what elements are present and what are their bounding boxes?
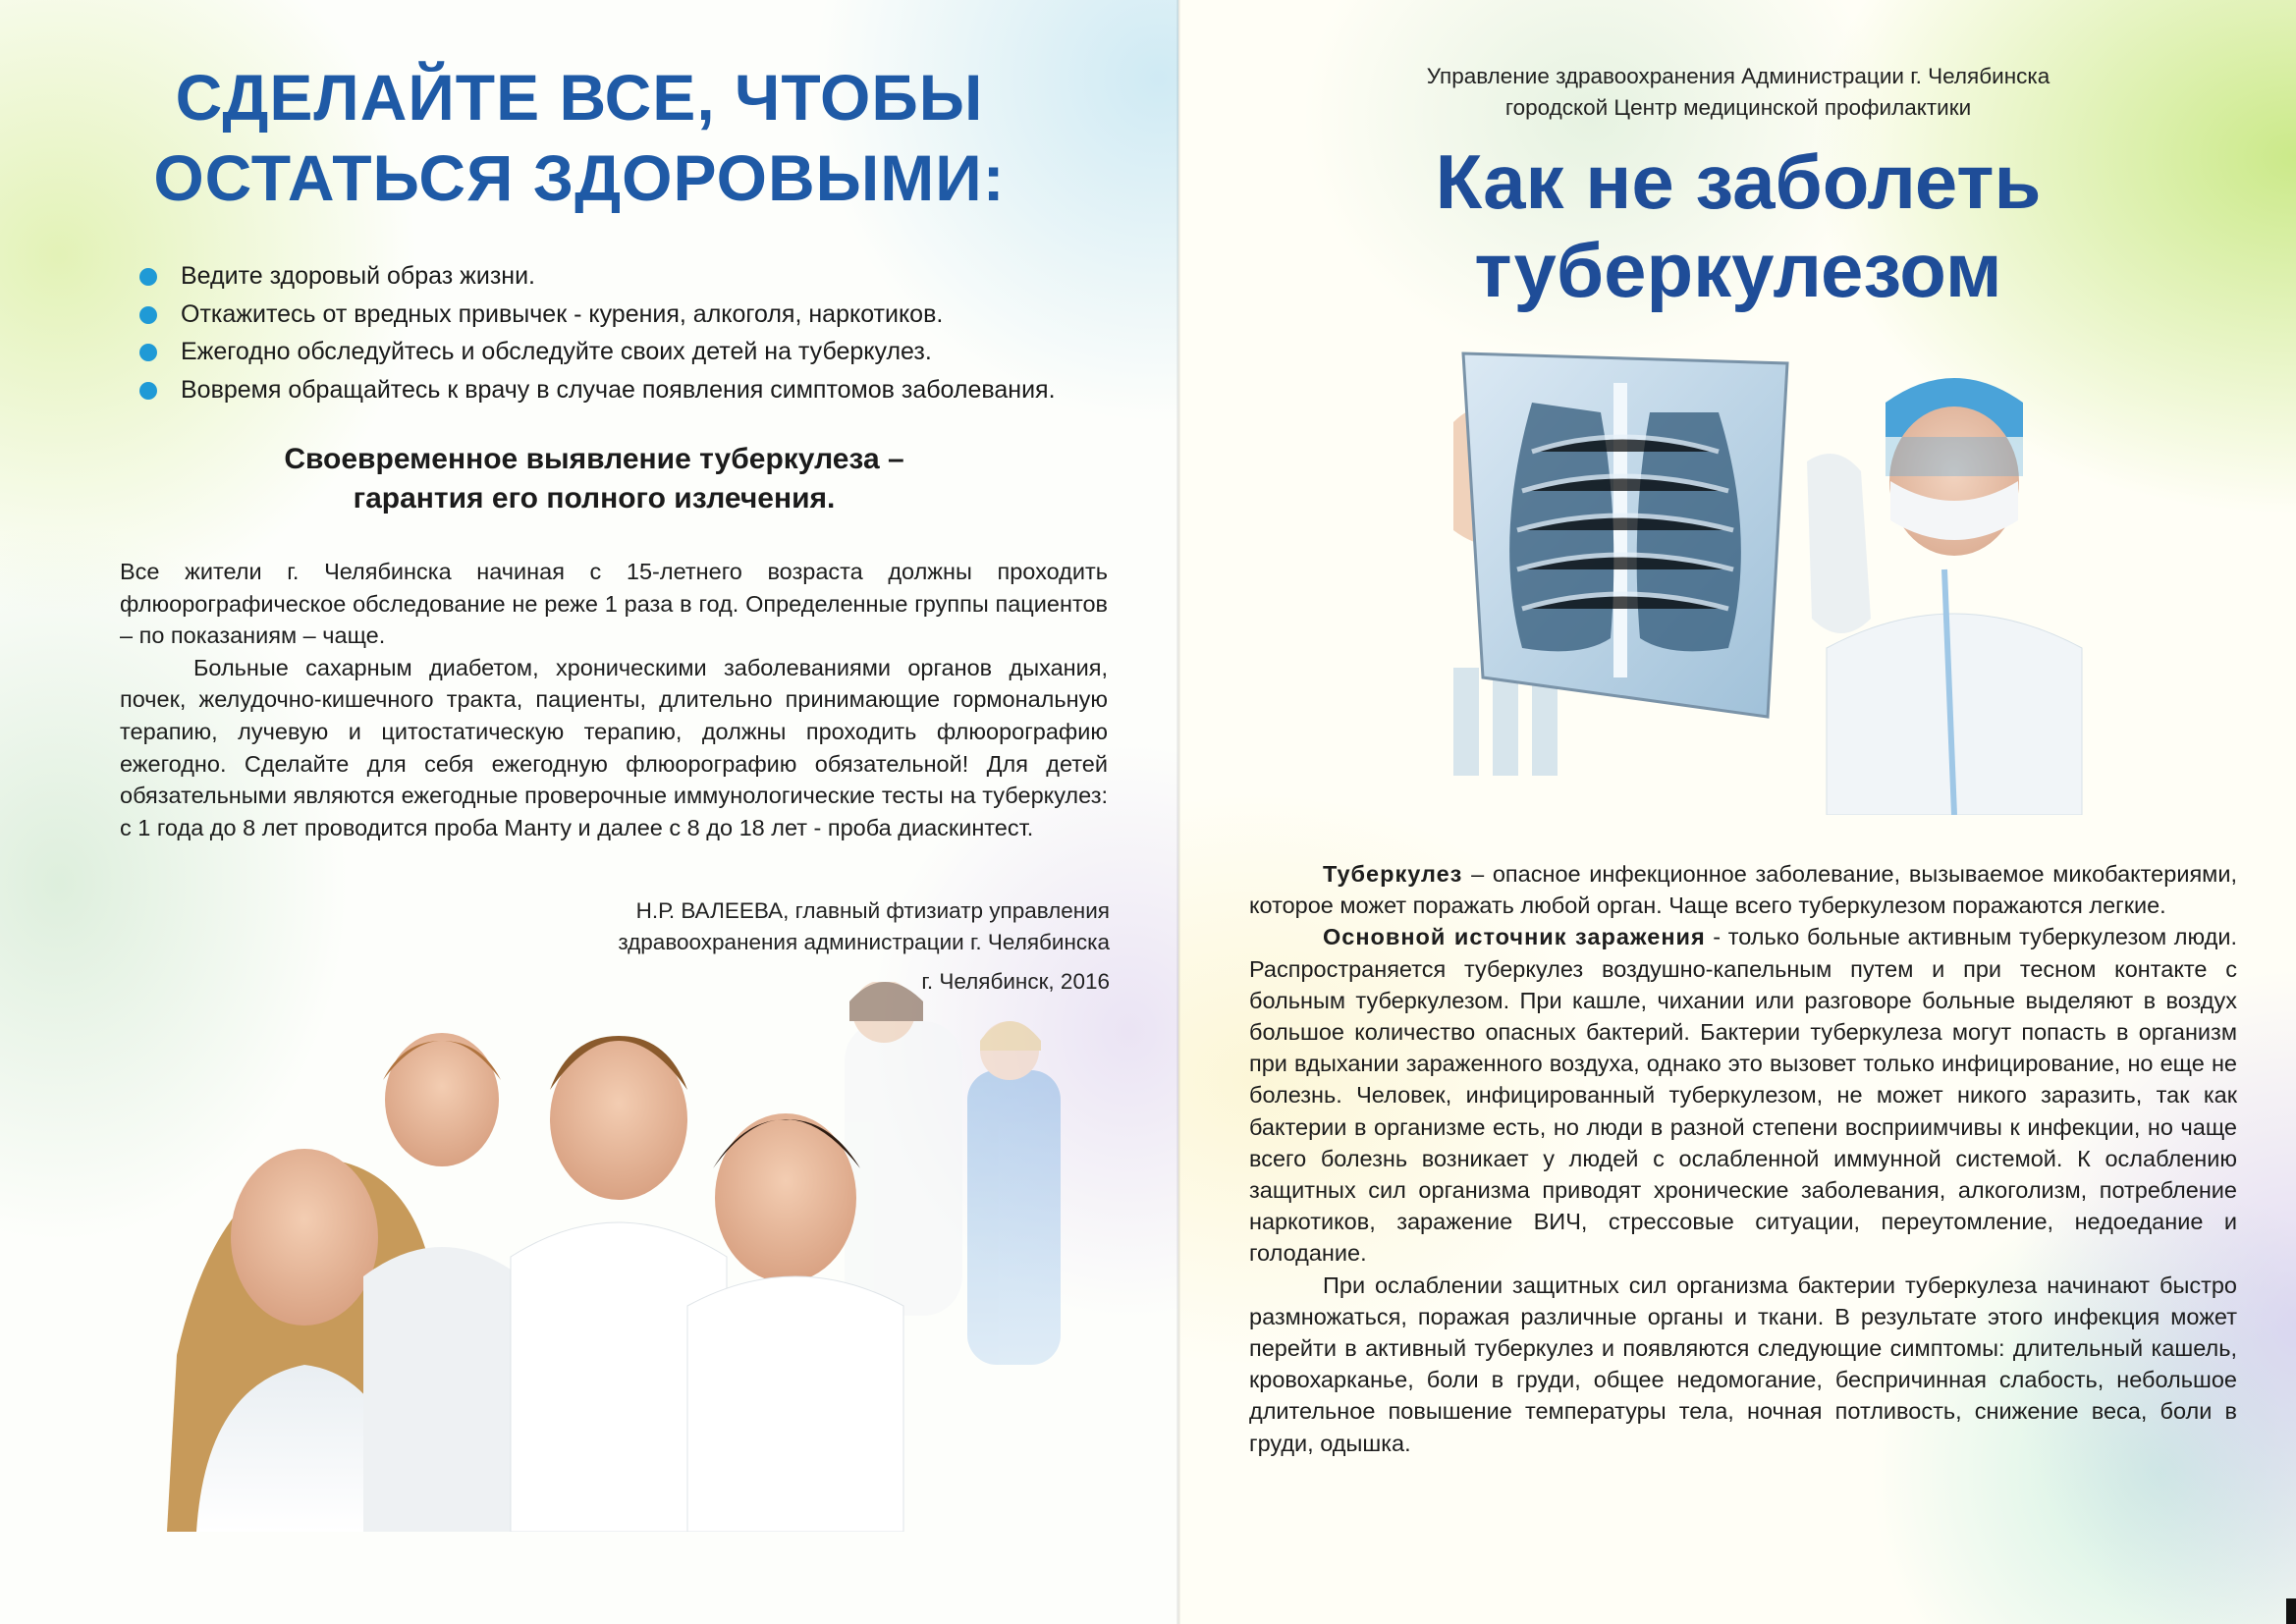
screening-paragraph-2: Больные сахарным диабетом, хроническими заболеваниями органов дыхания, почек, желудочно-кишечного тракта, пациенты, длительно принимающие гормональную терапию, лучевую и цитостатическую терапию, должны проходить флюорографию ежегодно. Сделайте для себя ежегодную флюорографию обязательной! Для детей обязательными являются ежегодные проверочные иммунологические тесты на туберкулез: с 1 года до 8 лет проводится проба Манту и далее с 8 до 18 лет - проба диаскинтест. — [120, 654, 1108, 840]
tuberculosis-info-text — [1249, 858, 2237, 1459]
term-tuberculosis: Туберкулез — [1323, 861, 1463, 887]
scan-edge-mark — [2286, 1598, 2296, 1624]
bullet-dot-icon — [139, 344, 157, 361]
advice-item: Откажитесь от вредных привычек - курения, алкоголя, наркотиков. — [139, 296, 1121, 334]
organization-header: Управление здравоохранения Администрации г. Челябинска городской Центр медицинской профилактики — [1426, 64, 2050, 120]
main-title — [108, 57, 1051, 218]
advice-item: Ежегодно обследуйтесь и обследуйте своих детей на туберкулез. — [139, 333, 1121, 371]
advice-item: Ведите здоровый образ жизни. — [139, 257, 1121, 296]
doctor-xray-photo — [1394, 344, 2141, 815]
definition-paragraph: Туберкулез – опасное инфекционное заболевание, вызываемое микобактериями, которое может поражать любой орган. Чаще всего туберкулезом поражаются легкие. — [1249, 861, 2237, 919]
city-year: г. Челябинск, 2016 — [921, 969, 1110, 994]
early-detection-heading: Своевременное выявление туберкулеза – гарантия его полного излечения. — [284, 443, 904, 514]
page-fold — [1176, 0, 1180, 1624]
advice-list — [139, 257, 1121, 408]
bullet-dot-icon — [139, 268, 157, 286]
advice-item: Вовремя обращайтесь к врачу в случае появления симптомов заболевания. — [139, 371, 1121, 409]
infection-source-paragraph: Основной источник заражения - только больные активным туберкулезом люди. Распространяется туберкулез воздушно-капельным путем и при тесном контакте с больным туберкулезом. При кашле, чихании или разговоре больные выделяют в воздух большое количество опасных бактерий. Бактерии туберкулеза могут попасть в организм при вдыхании зараженного воздуха, однако это вызовет только инфицирование, но еще не болезнь. Человек, инфицированный туберкулезом, не может никого заразить, так как бактерии в организме есть, но люди в разной степени восприимчивы к инфекции, но чаще всего болезнь возникает у людей с ослабленной иммунной системой. К ослаблению защитных сил организма приводят хронические заболевания, алкоголизм, потребление наркотиков, заражение ВИЧ, стрессовые ситуации, переутомление, недоедание и голодание. — [1249, 924, 2237, 1267]
family-and-doctors-photo — [157, 982, 1149, 1532]
main-title-line1: СДЕЛАЙТЕ ВСЕ, ЧТОБЫ — [175, 61, 984, 134]
bullet-dot-icon — [139, 306, 157, 324]
screening-paragraph-1: Все жители г. Челябинска начиная с 15-летнего возраста должны проходить флюорографическое обследование не реже 1 раза в год. Определенные группы пациентов – по показаниям – чаще. — [120, 559, 1108, 649]
symptoms-paragraph: При ослаблении защитных сил организма бактерии туберкулеза начинают быстро размножаться, поражая различные органы и ткани. В результате этого инфекция может перейти в активный туберкулез и появляются следующие симптомы: длительный кашель, кровохарканье, боли в груди, общее недомогание, беспричинная слабость, небольшое длительное повышение температуры тела, ночная потливость, снижение веса, боли в груди, одышка. — [1249, 1272, 2237, 1456]
term-infection-source: Основной источник заражения — [1323, 924, 1706, 950]
author-signature: Н.Р. ВАЛЕЕВА, главный фтизиатр управления здравоохранения администрации г. Челябинска — [618, 898, 1110, 954]
bullet-dot-icon — [139, 382, 157, 400]
screening-text — [120, 556, 1108, 843]
poster-title: Как не заболеть туберкулезом — [1435, 138, 2042, 313]
main-title-line2: ОСТАТЬСЯ ЗДОРОВЫМИ: — [153, 141, 1006, 214]
